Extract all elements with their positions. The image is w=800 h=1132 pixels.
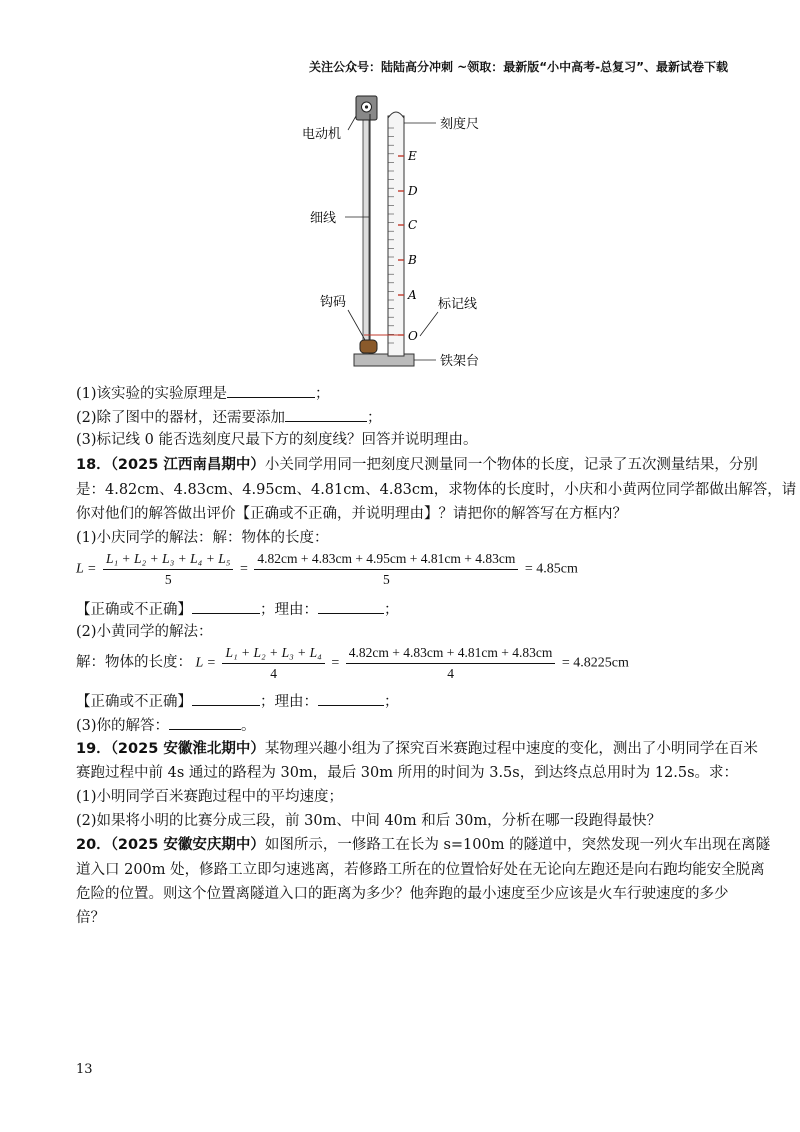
weight-icon	[360, 340, 377, 353]
q18-judge1: 【正确或不正确】 ；理由： ；	[76, 598, 399, 620]
stand-rod	[363, 120, 369, 354]
apparatus-diagram	[290, 92, 510, 378]
answer-blank[interactable]	[192, 598, 260, 614]
weight-label: 钩码	[320, 295, 347, 310]
answer-blank[interactable]	[318, 690, 384, 706]
mark-d: D	[408, 184, 418, 198]
motor-label: 电动机	[302, 127, 342, 142]
q18-line3: 你对他们的解答做出评价【正确或不正确，并说明理由】？请把你的解答写在方框内？	[76, 506, 627, 522]
q19-part1: (1)小明同学百米赛跑过程中的平均速度；	[76, 789, 344, 805]
mark-e: E	[408, 149, 417, 163]
q20-line4: 倍？	[76, 910, 105, 926]
q18-part1: (1)小庆同学的解法：解：物体的长度：	[76, 530, 329, 546]
q20-line1: 20．（2025 安徽安庆期中）如图所示，一修路工在长为 s=100m 的隧道中，突然发现一列火车出现在离隧	[76, 837, 771, 853]
answer-blank[interactable]	[169, 714, 241, 730]
q20-line2: 道入口 200m 处，修路工立即匀速逃离，若修路工所在的位置恰好处在无论向左跑还是向右跑均能安全脱离	[76, 862, 765, 878]
mark-o: O	[408, 329, 418, 343]
q19-line2: 赛跑过程中前 4s 通过的路程为 30m，最后 30m 所用的时间为 3.5s，到达终点总用时为 12.5s。求：	[76, 765, 739, 781]
q18-part2: (2)小黄同学的解法：	[76, 624, 213, 640]
q18-formula2: 解：物体的长度： L = $\frac{\text{L₁ + L₂ + L₃ + L₄}}{4}$ = $\frac{4.82cm + 4.83cm + 4.81cm + 4.83cm}{4}$ = 4.8225cm	[76, 645, 629, 681]
ruler	[388, 116, 404, 356]
apparatus-figure	[290, 92, 510, 378]
page-number: 13	[76, 1062, 93, 1077]
q18-line2: 是：4.82cm、4.83cm、4.95cm、4.81cm、4.83cm，求物体的长度时，小庆和小黄两位同学都做出解答，请	[76, 482, 797, 498]
q17-part3: (3)标记线 0 能否选刻度尺最下方的刻度线？回答并说明理由。	[76, 432, 478, 448]
q18-part3: (3)你的解答： 。	[76, 714, 256, 736]
q18-formula1: L = $\frac{\text{L₁ + L₂ + L₃ + L₄ + L₅}}{5}$ = $\frac{4.82cm + 4.83cm + 4.95cm + 4.81cm + 4.83cm}{5}$ = 4.85cm	[76, 551, 578, 587]
answer-blank[interactable]	[192, 690, 260, 706]
q17-part1: (1)该实验的实验原理是 ；	[76, 382, 330, 404]
answer-blank[interactable]	[318, 598, 384, 614]
mark-a: A	[408, 288, 417, 302]
answer-blank[interactable]	[285, 406, 367, 422]
q18-line1: 18．（2025 江西南昌期中）小关同学用同一把刻度尺测量同一个物体的长度，记录了五次测量结果，分别	[76, 457, 758, 473]
q20-line3: 危险的位置。则这个位置离隧道入口的距离为多少？他奔跑的最小速度至少应该是火车行驶速度的多少	[76, 886, 729, 902]
mark-c: C	[408, 218, 418, 232]
q19-line1: 19．（2025 安徽淮北期中）某物理兴趣小组为了探究百米赛跑过程中速度的变化，测出了小明同学在百米	[76, 741, 758, 757]
q18-judge2: 【正确或不正确】 ；理由： ；	[76, 690, 399, 712]
string-label: 细线	[310, 211, 337, 226]
stand-label: 铁架台	[440, 354, 480, 369]
ruler-label: 刻度尺	[440, 117, 480, 132]
mark-label: 标记线	[438, 297, 478, 312]
answer-blank[interactable]	[227, 382, 315, 398]
page-header: 关注公众号：陆陆高分冲刺 ~领取：最新版“小中高考-总复习”、最新试卷下载	[309, 60, 728, 74]
stand-base	[354, 354, 414, 366]
mark-b: B	[408, 253, 417, 267]
q19-part2: (2)如果将小明的比赛分成三段，前 30m、中间 40m 和后 30m，分析在哪一段跑得最快？	[76, 813, 662, 829]
q17-part2: (2)除了图中的器材，还需要添加 ；	[76, 406, 382, 428]
